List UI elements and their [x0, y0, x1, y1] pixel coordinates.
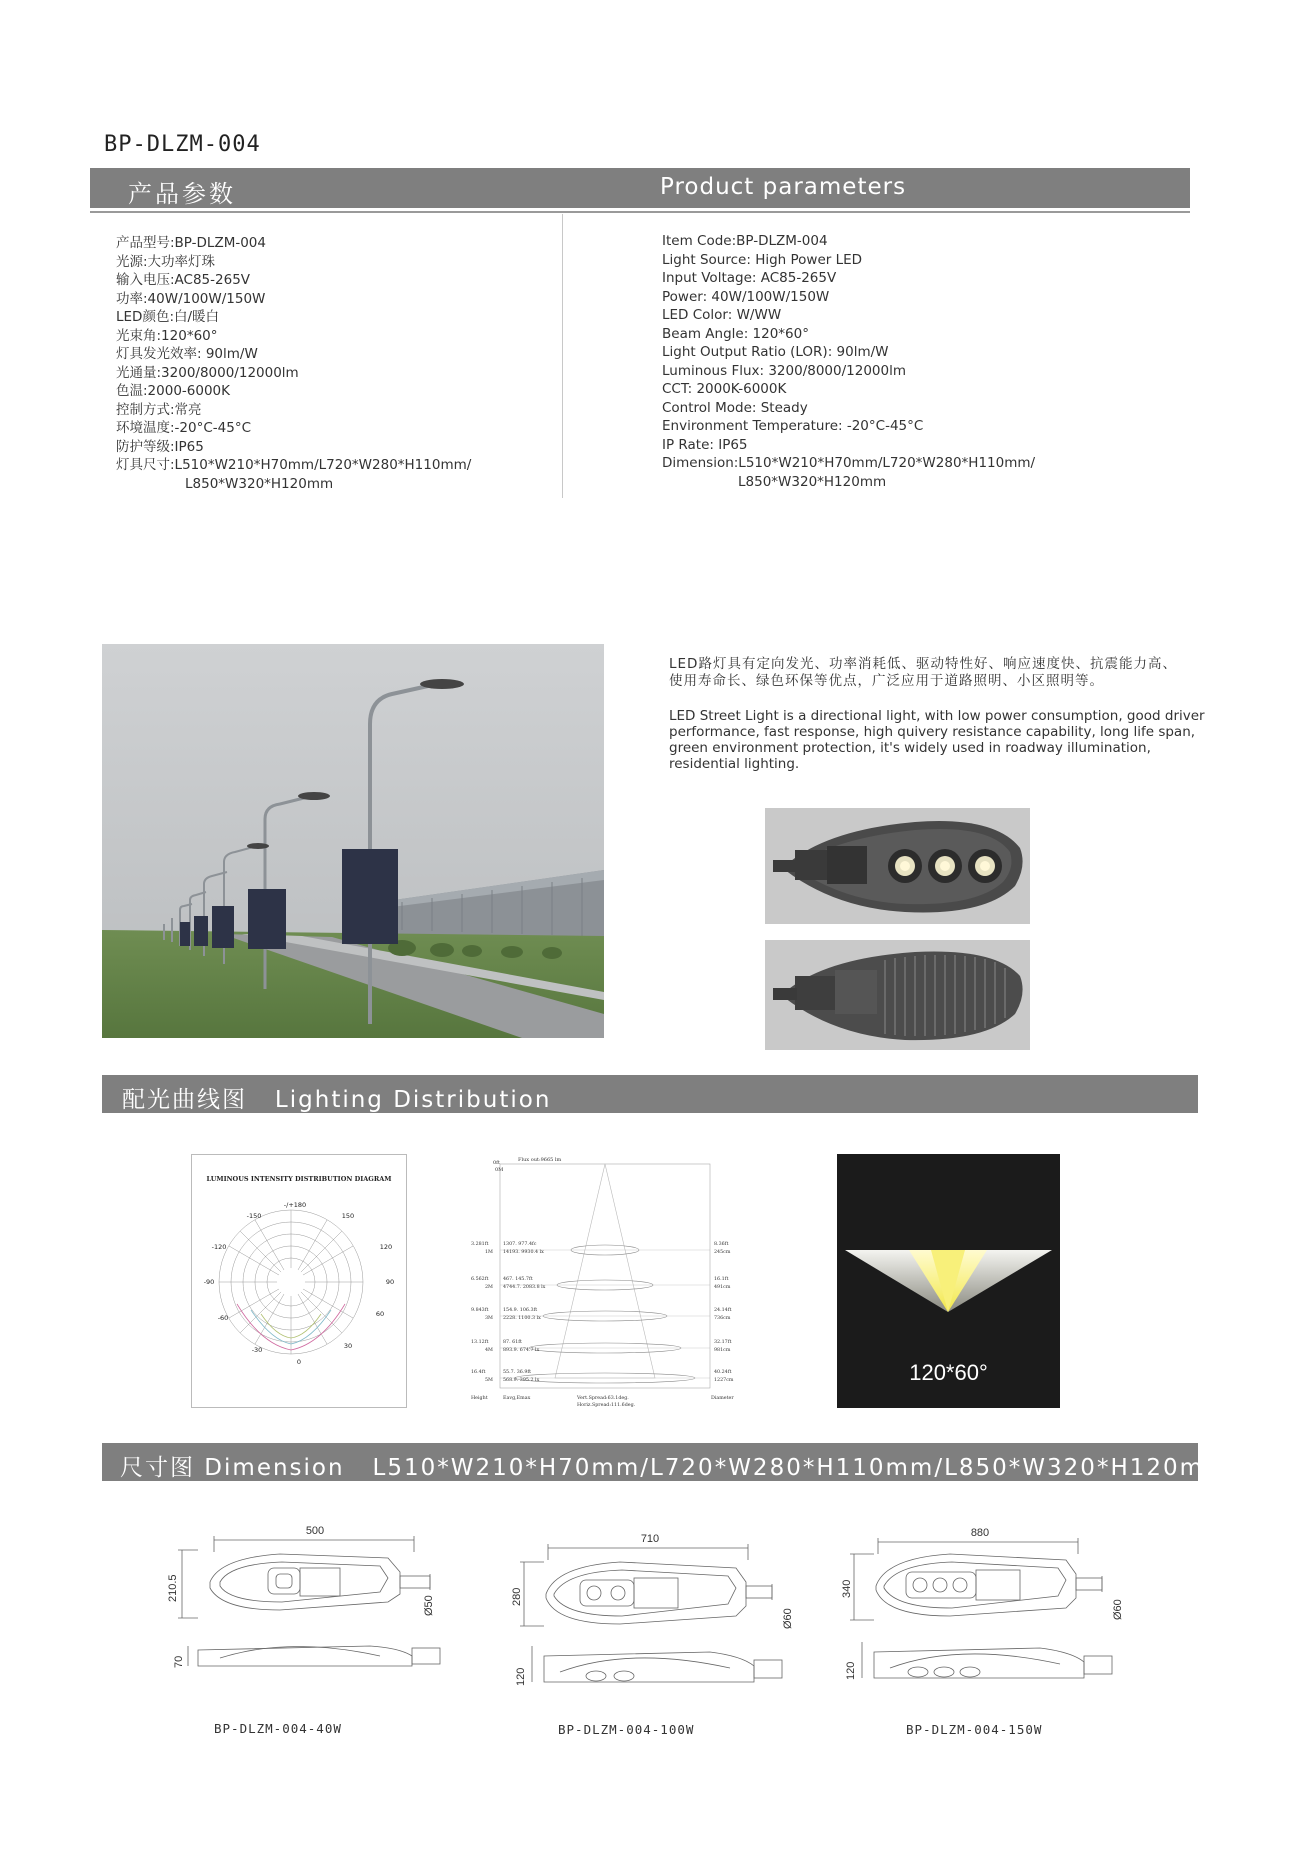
dim-length: 500 [305, 1525, 325, 1537]
dim-diameter: Ø60 [1112, 1599, 1124, 1620]
spec-en-row: Control Mode: Steady [662, 399, 808, 416]
spec-en-row: Environment Temperature: -20°C-45°C [662, 418, 924, 434]
description-cn-line: 使用寿命长、绿色环保等优点，广泛应用于道路照明、小区照明等。 [669, 673, 1104, 689]
params-header-en: Product parameters [660, 174, 907, 200]
params-header-bar [90, 168, 1190, 208]
cone-diam: 981cm [714, 1348, 731, 1353]
spec-en-row: LED Color: W/WW [662, 307, 782, 323]
cone-axis-top: 0M [495, 1167, 504, 1173]
spec-en-row: Power: 40W/100W/150W [662, 288, 830, 305]
dim-diameter: Ø50 [423, 1595, 435, 1616]
header-underline [90, 211, 1190, 213]
cone-illum: 14193. 9930.4 lx [503, 1250, 544, 1255]
cone-diam: 16.1ft [714, 1277, 729, 1282]
spec-en-row: Light Output Ratio (LOR): 90lm/W [662, 344, 889, 360]
polar-label: 120 [379, 1243, 393, 1251]
cone-height: 16.4ft [471, 1370, 486, 1375]
spec-cn-row: 光源:大功率灯珠 [116, 253, 216, 270]
drawing-caption-150w: BP-DLZM-004-150W [906, 1722, 1043, 1737]
spec-cn-row: L850*W320*H120mm [185, 475, 334, 492]
dimension-title: 尺寸图 Dimension L510*W210*H70mm/L720*W280*H110mm/L850*W320*H120mm [120, 1455, 1229, 1481]
spec-cn-row: 灯具尺寸:L510*W210*H70mm/L720*W280*H110mm/ [116, 457, 472, 473]
cone-illum: 55.7. 36.9ft [503, 1370, 532, 1375]
spec-en-row: IP Rate: IP65 [662, 436, 748, 453]
cone-height: 3M [485, 1316, 493, 1321]
lamp-back-photo [765, 940, 1030, 1050]
column-divider [562, 214, 563, 498]
spec-cn-row: 产品型号:BP-DLZM-004 [116, 235, 266, 251]
description-cn [669, 656, 1209, 690]
cone-illum: 568.9. 395.2 lx [503, 1378, 540, 1383]
cone-height: 3.281ft [471, 1242, 489, 1247]
cone-illum: 1307. 977.4fc [503, 1242, 537, 1247]
cone-footer: Height [471, 1396, 488, 1401]
cone-illum: 2228. 1100.3 lx [503, 1316, 541, 1321]
product-description [669, 656, 1209, 772]
cone-height: 4M [485, 1348, 493, 1353]
cone-height: 13.12ft [471, 1340, 489, 1345]
spec-en-row: Input Voltage: AC85-265V [662, 270, 837, 286]
cone-diam: 491cm [714, 1285, 731, 1290]
cone-diam: 32.17ft [714, 1340, 732, 1345]
polar-label: -150 [246, 1212, 262, 1220]
description-en [669, 708, 1209, 772]
cone-diam: 8.36ft [714, 1242, 729, 1247]
description-cn-line: LED路灯具有定向发光、功率消耗低、驱动特性好、响应速度快、抗震能力高、 [669, 656, 1177, 672]
model-title: BP-DLZM-004 [104, 132, 261, 157]
spec-en-row: CCT: 2000K-6000K [662, 381, 787, 397]
cone-footer: Vert.Spread:63.1deg. [577, 1396, 629, 1401]
cone-height: 1M [485, 1250, 493, 1255]
lighting-distribution-header [102, 1075, 1198, 1113]
cone-diam: 1227cm [714, 1378, 734, 1383]
cone-illum: 893.9. 674.7 lx [503, 1348, 540, 1353]
illuminance-cone-diagram [467, 1150, 743, 1408]
cone-illum: 154.9. 106.3ft [503, 1308, 538, 1313]
polar-label: 30 [343, 1342, 353, 1350]
polar-label: 60 [375, 1310, 385, 1318]
spec-cn-row: 光通量:3200/8000/12000lm [116, 364, 299, 381]
drawing-caption-100w: BP-DLZM-004-100W [558, 1722, 695, 1737]
lighting-distribution-title: 配光曲线图 Lighting Distribution [122, 1087, 552, 1113]
spec-cn-row: LED颜色:白/暖白 [116, 309, 220, 325]
description-en-line: performance, fast response, high quivery resistance capability, long life span, [669, 724, 1196, 740]
cone-height: 2M [485, 1285, 493, 1290]
dim-length: 880 [970, 1527, 990, 1539]
dimension-drawing-150w [840, 1520, 1140, 1700]
dim-width: 280 [511, 1587, 523, 1606]
spec-cn-row: 功率:40W/100W/150W [116, 290, 266, 307]
spec-cn-row: 环境温度:-20°C-45°C [116, 420, 251, 436]
cone-footer: Diameter [711, 1396, 734, 1401]
beam-angle-label: 120*60° [909, 1360, 988, 1385]
dim-width: 210.5 [167, 1574, 179, 1602]
beam-angle-image [837, 1154, 1060, 1408]
polar-label-top: -/+180 [283, 1201, 307, 1209]
polar-label: 150 [341, 1212, 355, 1220]
spec-en-row: Item Code:BP-DLZM-004 [662, 233, 828, 249]
dim-length: 710 [640, 1533, 660, 1545]
cone-diam: 40.24ft [714, 1370, 732, 1375]
polar-label: 0 [296, 1358, 302, 1366]
spec-cn-row: 色温:2000-6000K [116, 383, 230, 399]
polar-label: -30 [251, 1346, 263, 1354]
spec-en-row: Dimension:L510*W210*H70mm/L720*W280*H110mm/ [662, 455, 1036, 471]
spec-en-row: Luminous Flux: 3200/8000/12000lm [662, 362, 906, 379]
spec-en-row: Light Source: High Power LED [662, 251, 863, 268]
cone-height: 9.843ft [471, 1308, 489, 1313]
cone-flux: Flux out:9665 lm [518, 1157, 562, 1163]
cone-footer: Eavg,Emax [503, 1396, 531, 1401]
polar-label: 90 [385, 1278, 395, 1286]
dim-width: 340 [841, 1579, 853, 1598]
drawing-caption-40w: BP-DLZM-004-40W [214, 1721, 342, 1736]
specs-english [662, 232, 1035, 491]
spec-cn-row: 防护等级:IP65 [116, 438, 204, 455]
cone-diam: 736cm [714, 1316, 731, 1321]
params-header-cn: 产品参数 [128, 180, 236, 208]
description-en-line: green environment protection, it's widely used in roadway illumination, [669, 740, 1151, 756]
spec-cn-row: 光束角:120*60° [116, 327, 218, 344]
dim-height: 120 [515, 1667, 527, 1686]
polar-title: LUMINOUS INTENSITY DISTRIBUTION DIAGRAM [206, 1175, 392, 1183]
dim-height: 70 [173, 1655, 185, 1668]
lamp-front-photo [765, 808, 1030, 924]
cone-height: 6.562ft [471, 1277, 489, 1282]
spec-cn-row: 控制方式:常亮 [116, 401, 202, 418]
polar-label: -120 [211, 1243, 227, 1251]
dim-diameter: Ø60 [782, 1608, 794, 1629]
cone-illum: 87. 61ft [503, 1340, 522, 1345]
description-en-line: residential lighting. [669, 756, 800, 772]
spec-cn-row: 灯具发光效率: 90lm/W [116, 346, 258, 362]
street-light-photo [102, 644, 604, 1038]
dimension-drawing-40w [160, 1518, 460, 1698]
cone-axis-top: 0ft [493, 1160, 501, 1166]
cone-illum: 467. 145.7ft [503, 1277, 533, 1282]
dimension-drawing-100w [510, 1526, 810, 1706]
polar-intensity-diagram [191, 1154, 407, 1408]
description-en-line: LED Street Light is a directional light, with low power consumption, good driver [669, 708, 1205, 724]
cone-diam: 245cm [714, 1250, 731, 1255]
cone-footer: Horiz.Spread:111.6deg. [577, 1403, 636, 1408]
spec-cn-row: 输入电压:AC85-265V [116, 272, 251, 288]
cone-diam: 24.14ft [714, 1308, 732, 1313]
dim-height: 120 [845, 1661, 857, 1680]
polar-label: -90 [203, 1278, 215, 1286]
polar-label: -60 [217, 1314, 229, 1322]
spec-en-row: Beam Angle: 120*60° [662, 325, 809, 342]
specs-chinese [116, 234, 471, 493]
cone-illum: 4744.7. 2083.8 lx [503, 1285, 546, 1290]
spec-en-row: L850*W320*H120mm [738, 473, 887, 490]
dimension-header [102, 1443, 1229, 1481]
cone-height: 5M [485, 1378, 493, 1383]
